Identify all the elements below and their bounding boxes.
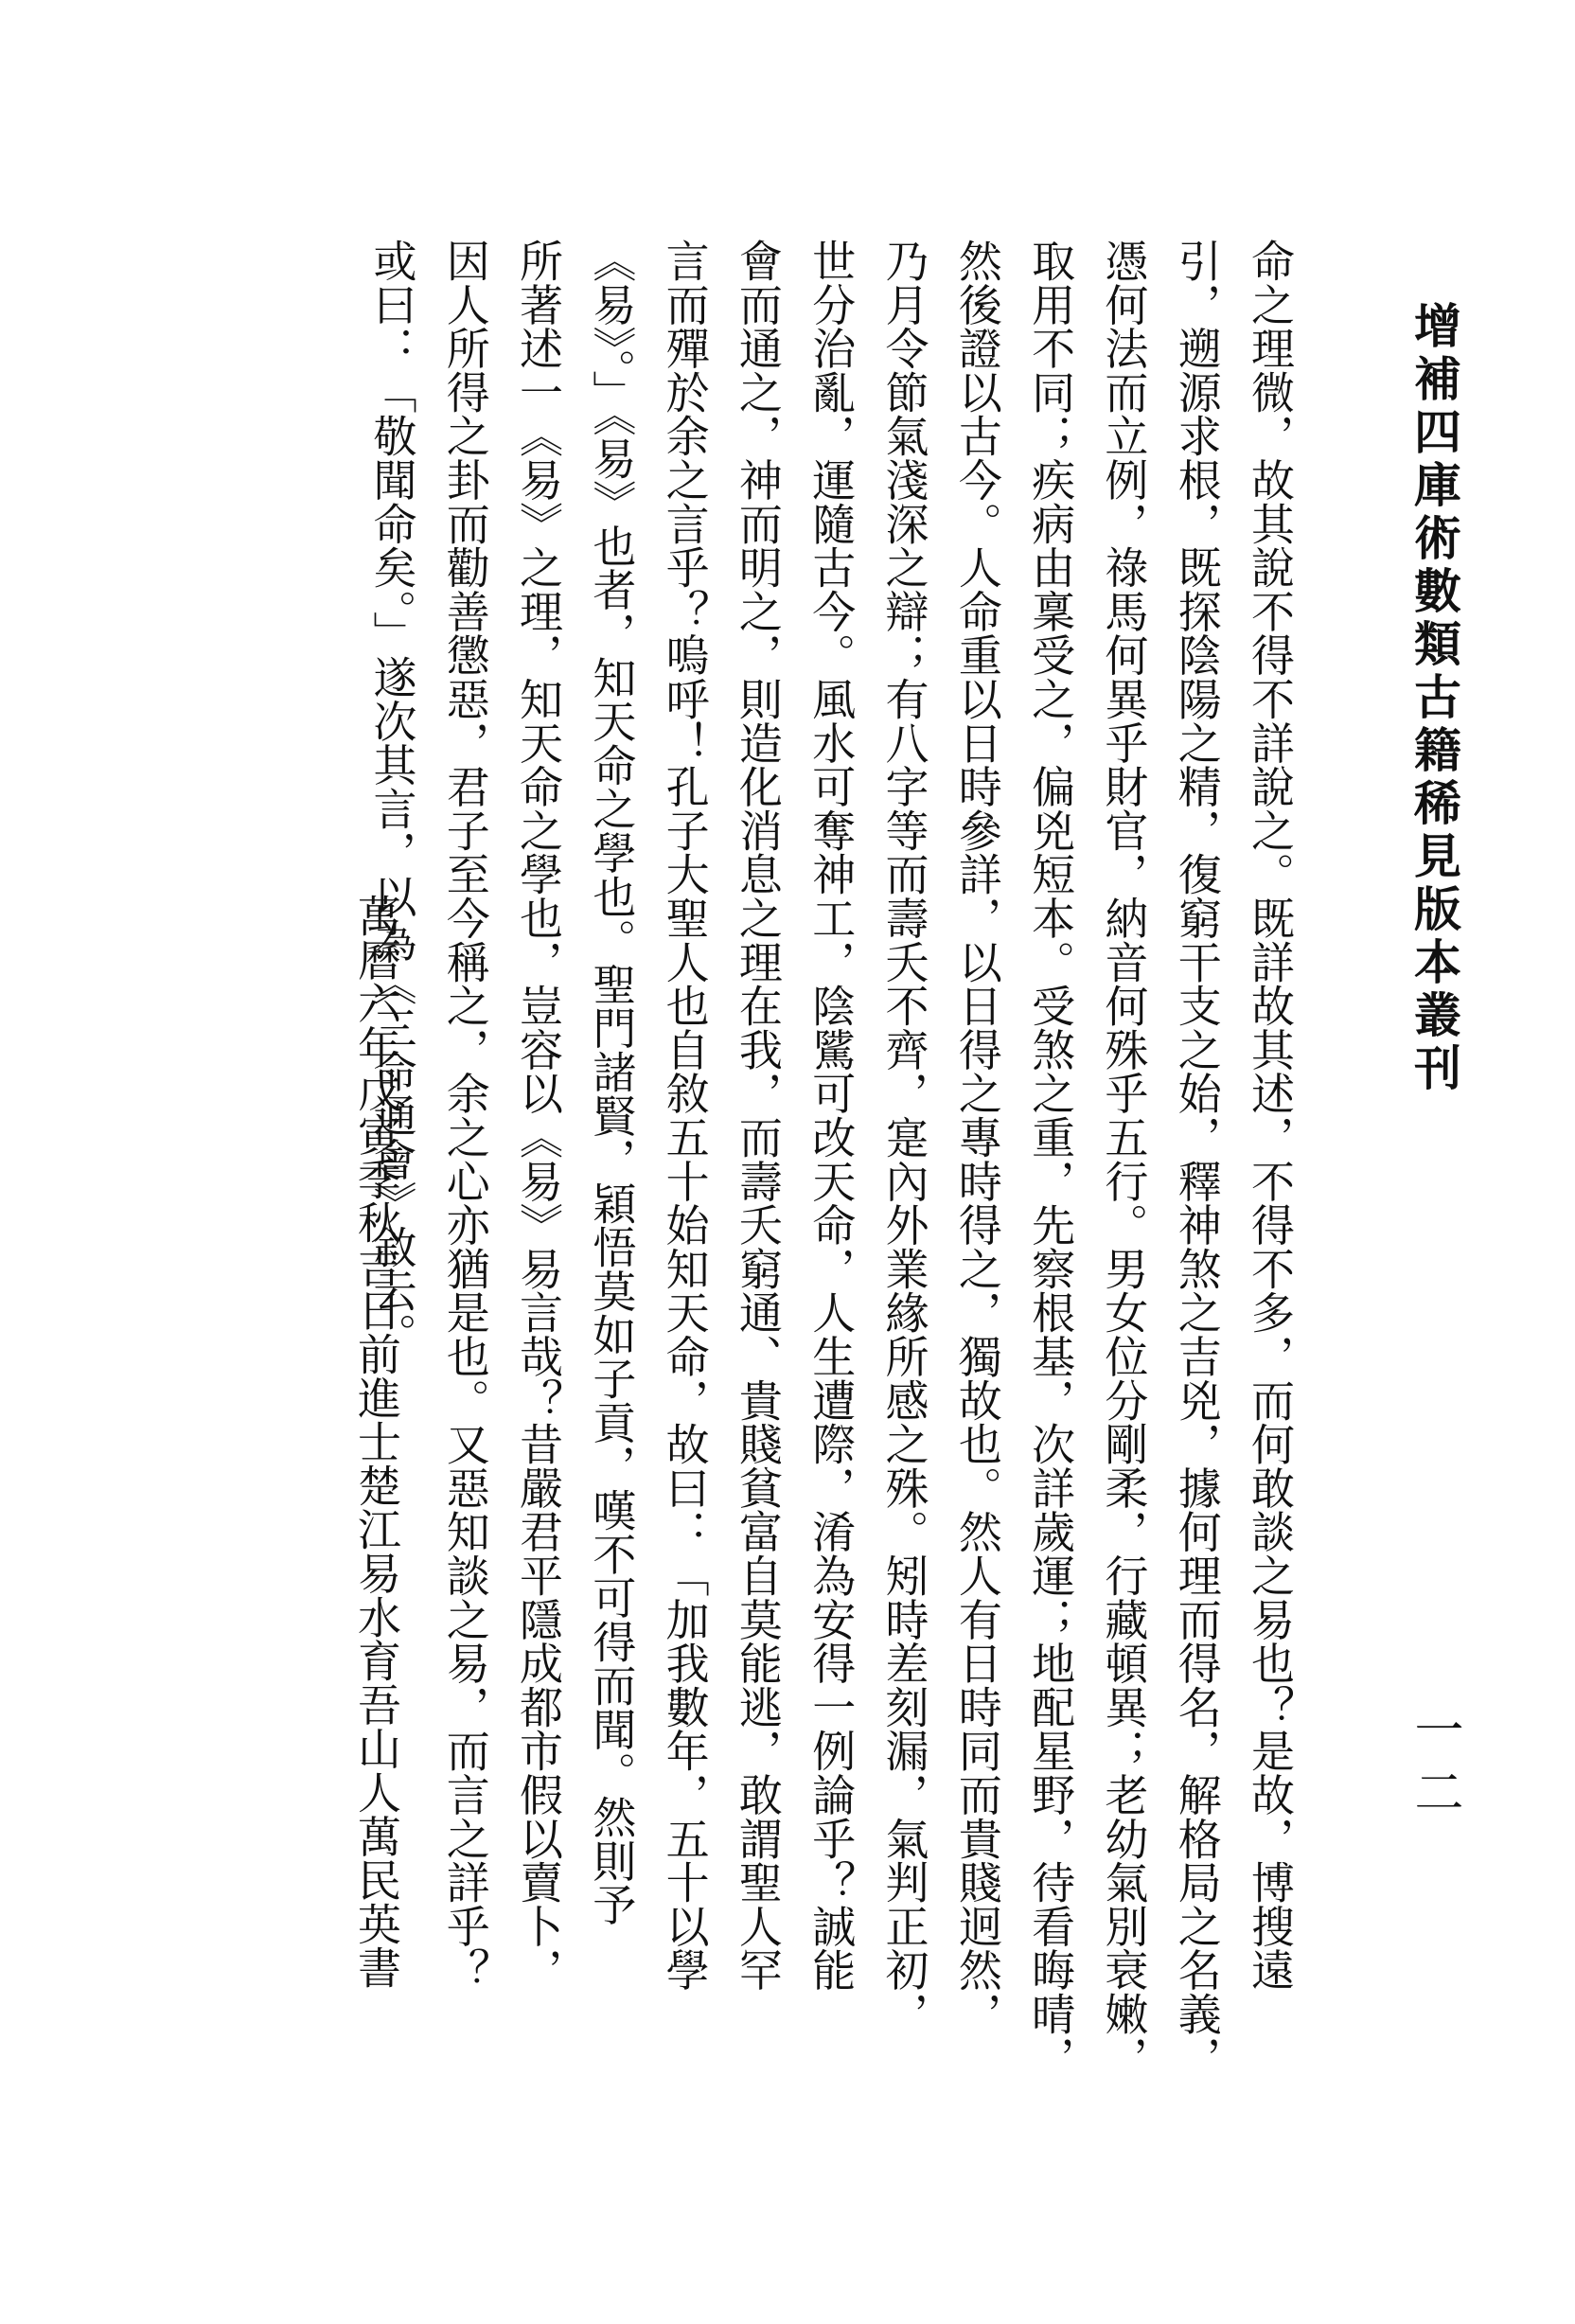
text-column: 言而殫於余之言乎？嗚呼！孔子大聖人也自敘五十始知天命，故曰：「加我數年，五十以學 <box>659 239 711 1992</box>
author-signature: 萬曆六年戊寅季秋吉日前進士楚江易水育吾山人萬民英書 <box>351 894 402 1990</box>
text-column: 然後證以古今。人命重以日時參詳，以日得之專時得之，獨故也。然人有日時同而貴賤迥然， <box>951 239 1003 2036</box>
text-column: 會而通之，神而明之，則造化消息之理在我，而壽夭窮通、貴賤貧富自莫能逃，敢謂聖人罕 <box>732 239 784 1992</box>
text-column: 引，遡源求根，既探陰陽之精，復窮干支之始，釋神煞之吉兇，據何理而得名，解格局之名義， <box>1171 239 1223 2080</box>
text-column: 因人所得之卦而勸善懲惡，君子至今稱之，余之心亦猶是也。又惡知談之易，而言之詳乎？ <box>439 239 491 1992</box>
text-column: 乃月令節氣淺深之辯；有八字等而壽夭不齊，寔內外業緣所感之殊。矧時差刻漏，氣判正初， <box>878 239 930 2036</box>
text-column: 命之理微，故其說不得不詳說之。既詳故其述，不得不多，而何敢談之易也？是故，博搜遠 <box>1245 239 1296 1992</box>
text-column: 憑何法而立例，祿馬何異乎財官，納音何殊乎五行。男女位分剛柔，行藏頓異；老幼氣別衰嫩， <box>1098 239 1150 2080</box>
running-header-title: 增補四庫術數類古籍稀見版本叢刊 <box>1407 301 1462 1096</box>
text-column: 《易》。」《易》也者，知天命之學也。聖門諸賢，穎悟莫如子貢，嘆不可得而聞。然則予 <box>586 239 638 1926</box>
preface-body <box>355 239 1306 2080</box>
text-column: 世分治亂，運隨古今。風水可奪神工，陰騭可改天命，人生遭際，淆為安得一例論乎？誠能 <box>805 239 858 1992</box>
page-number: 一二 <box>1406 1704 1462 1829</box>
text-column: 所著述一《易》之理，知天命之學也，豈容以《易》易言哉？昔嚴君平隱成都市假以賣卜， <box>513 239 565 1992</box>
text-column: 或曰：「敬聞命矣。」遂次其言，以為《三命通會》敘云。 <box>366 239 418 1357</box>
text-column: 取用不同；疾病由稟受之，偏兇短本。受煞之重，先察根基，次詳歲運；地配星野，待看晦晴， <box>1025 239 1077 2080</box>
